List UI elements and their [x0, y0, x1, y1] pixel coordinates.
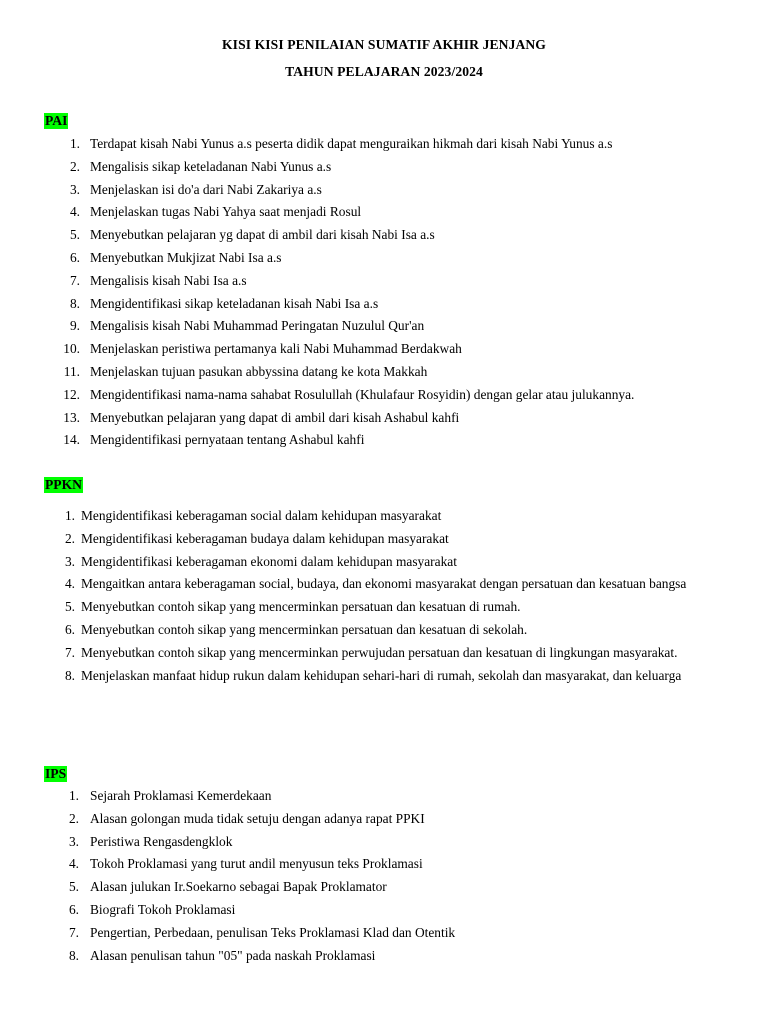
list-item-number: 11.: [63, 363, 80, 379]
list-item-text: Tokoh Proklamasi yang turut andil menyusun teks Proklamasi: [90, 856, 423, 872]
ppkn-list-item: [44, 619, 734, 642]
list-item-text: Menyebutkan contoh sikap yang mencerminkan persatuan dan kesatuan di rumah.: [81, 599, 521, 615]
list-item-number: 7.: [69, 272, 80, 288]
ppkn-list-item: [44, 505, 734, 528]
list-item-number: 1.: [69, 136, 80, 151]
list-item-text: Alasan penulisan tahun "05" pada naskah Proklamasi: [90, 947, 376, 963]
list-item-text: Mengaitkan antara keberagaman social, budaya, dan ekonomi masyarakat dengan persatuan dan kesatuan bangsa: [81, 576, 687, 592]
list-item-text: Alasan julukan Ir.Soekarno sebagai Bapak Proklamator: [90, 879, 387, 895]
list-item-number: 4.: [68, 856, 79, 872]
list-item-text: Menjelaskan isi do'a dari Nabi Zakariya a.s: [90, 181, 322, 197]
list-item-number: 14.: [63, 432, 80, 448]
ips-list: [44, 785, 744, 967]
ppkn-list: [44, 505, 734, 687]
section-heading-ips: IPS: [45, 766, 67, 781]
list-item-number: 3.: [64, 553, 75, 569]
list-item-number: 5.: [68, 879, 79, 895]
list-item-number: 8.: [64, 667, 75, 683]
list-item-text: Menjelaskan tujuan pasukan abbyssina datang ke kota Makkah: [90, 363, 428, 379]
list-item-text: Mengalisis sikap keteladanan Nabi Yunus a.s: [90, 158, 332, 174]
ppkn-list-item: [44, 596, 734, 619]
ips-list-item: [44, 853, 744, 876]
list-item-number: 4.: [64, 576, 75, 592]
list-item-number: 7.: [68, 924, 79, 940]
list-item-text: Menjelaskan tugas Nabi Yahya saat menjadi Rosul: [90, 204, 362, 220]
pai-list-item: [44, 270, 744, 293]
document-title: KISI KISI PENILAIAN SUMATIF AKHIR JENJANG: [222, 37, 546, 52]
ips-list-item: [44, 808, 744, 831]
list-item-text: Mengidentifikasi sikap keteladanan kisah Nabi Isa a.s: [90, 295, 379, 311]
list-item-number: 10.: [63, 341, 80, 357]
list-item-number: 5.: [69, 227, 80, 243]
list-item-text: Peristiwa Rengasdengklok: [90, 833, 233, 849]
list-item-text: Mengidentifikasi keberagaman budaya dalam kehidupan masyarakat: [81, 530, 449, 546]
list-item-text: Terdapat kisah Nabi Yunus a.s peserta didik dapat menguraikan hikmah dari kisah Nabi Yunus a.s: [90, 136, 613, 151]
list-item-text: Mengalisis kisah Nabi Isa a.s: [90, 272, 247, 288]
document-subtitle: TAHUN PELAJARAN 2023/2024: [285, 64, 483, 79]
list-item-number: 6.: [68, 901, 79, 917]
list-item-text: Menyebutkan contoh sikap yang mencerminkan perwujudan persatuan dan kesatuan di lingkungan masyarakat.: [81, 644, 678, 660]
pai-list-item: [44, 384, 744, 407]
list-item-number: 3.: [69, 181, 80, 197]
list-item-number: 1.: [64, 508, 75, 523]
list-item-text: Menyebutkan pelajaran yang dapat di ambil dari kisah Ashabul kahfi: [90, 409, 460, 425]
pai-list-item: [44, 361, 744, 384]
list-item-number: 2.: [68, 810, 79, 826]
list-item-text: Menyebutkan Mukjizat Nabi Isa a.s: [90, 249, 282, 265]
pai-list-item: [44, 338, 744, 361]
pai-list-item: [44, 201, 744, 224]
ppkn-list-item: [44, 665, 734, 688]
list-item-number: 8.: [68, 947, 79, 963]
list-item-text: Sejarah Proklamasi Kemerdekaan: [90, 788, 272, 803]
section-heading-ppkn: PPKN: [45, 477, 82, 492]
list-item-number: 9.: [69, 318, 80, 334]
list-item-number: 7.: [64, 644, 75, 660]
ips-list-item: [44, 899, 744, 922]
list-item-text: Menyebutkan contoh sikap yang mencerminkan persatuan dan kesatuan di sekolah.: [81, 621, 528, 637]
list-item-number: 1.: [68, 788, 79, 803]
pai-list-item: [44, 224, 744, 247]
list-item-text: Biografi Tokoh Proklamasi: [90, 901, 236, 917]
list-item-number: 6.: [64, 621, 75, 637]
list-item-number: 2.: [64, 530, 75, 546]
list-item-number: 2.: [69, 158, 80, 174]
section-heading-pai: PAI: [45, 113, 68, 128]
pai-list-item: [44, 407, 744, 430]
ips-list-item: [44, 831, 744, 854]
list-item-text: Menjelaskan peristiwa pertamanya kali Nabi Muhammad Berdakwah: [90, 341, 462, 357]
pai-list-item: [44, 247, 744, 270]
list-item-text: Mengidentifikasi pernyataan tentang Ashabul kahfi: [90, 432, 365, 448]
list-item-text: Menyebutkan pelajaran yg dapat di ambil dari kisah Nabi Isa a.s: [90, 227, 435, 243]
list-item-text: Mengidentifikasi keberagaman social dalam kehidupan masyarakat: [81, 508, 442, 523]
pai-list: [44, 133, 744, 452]
ips-list-item: [44, 922, 744, 945]
list-item-number: 12.: [63, 386, 80, 402]
pai-list-item: [44, 179, 744, 202]
ips-list-item: [44, 876, 744, 899]
ppkn-list-item: [44, 642, 734, 665]
ppkn-list-item: [44, 551, 734, 574]
list-item-text: Pengertian, Perbedaan, penulisan Teks Proklamasi Klad dan Otentik: [90, 924, 456, 940]
list-item-number: 6.: [69, 249, 80, 265]
pai-list-item: [44, 156, 744, 179]
list-item-number: 5.: [64, 599, 75, 615]
list-item-text: Mengidentifikasi keberagaman ekonomi dalam kehidupan masyarakat: [81, 553, 457, 569]
pai-list-item: [44, 133, 744, 156]
list-item-text: Menjelaskan manfaat hidup rukun dalam kehidupan sehari-hari di rumah, sekolah dan masyarakat, dan keluarga: [81, 667, 682, 683]
ips-list-item: [44, 785, 744, 808]
list-item-text: Mengalisis kisah Nabi Muhammad Peringatan Nuzulul Qur'an: [90, 318, 425, 334]
ppkn-list-item: [44, 573, 734, 596]
list-item-number: 3.: [68, 833, 79, 849]
pai-list-item: [44, 315, 744, 338]
pai-list-item: [44, 293, 744, 316]
ips-list-item: [44, 945, 744, 968]
list-item-number: 4.: [69, 204, 80, 220]
ppkn-list-item: [44, 528, 734, 551]
list-item-text: Alasan golongan muda tidak setuju dengan adanya rapat PPKI: [90, 810, 425, 826]
list-item-number: 13.: [63, 409, 80, 425]
list-item-text: Mengidentifikasi nama-nama sahabat Rosulullah (Khulafaur Rosyidin) dengan gelar atau julukannya.: [90, 386, 635, 402]
list-item-number: 8.: [69, 295, 80, 311]
pai-list-item: [44, 429, 744, 452]
